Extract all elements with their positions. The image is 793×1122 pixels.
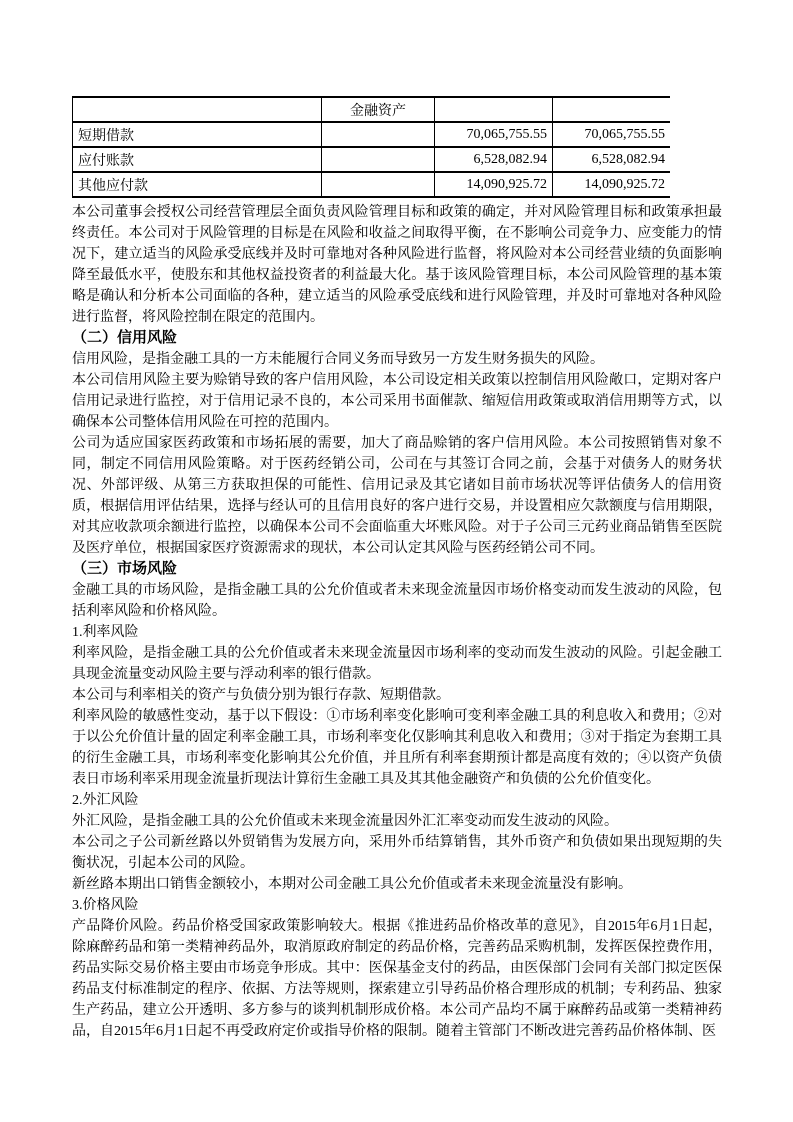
credit-risk-policy-paragraph: 本公司信用风险主要为赊销导致的客户信用风险，本公司设定相关政策以控制信用风险敞口，定期对客户信用记录进行监控，对于信用记录不良的，本公司采用书面催款、缩短信用政策或取消信用期等方式，以确保本公司整体信用风险在可控的范围内。 [72, 373, 722, 430]
interest-rate-risk-definition-paragraph: 利率风险，是指金融工具的公允价值或者未来现金流量因市场利率的变动而发生波动的风险。引起金融工具现金流量变动风险主要与浮动利率的银行借款。 [72, 646, 722, 682]
table-row-other-payables [73, 172, 671, 197]
interest-rate-assets-liabilities-paragraph: 本公司与利率相关的资产与负债分别为银行存款、短期借款。 [72, 688, 450, 703]
header-cell-financial-assets: 金融资产 [322, 97, 435, 122]
foreign-exchange-risk-subheading: 2.外汇风险 [72, 793, 139, 808]
foreign-exchange-impact-paragraph: 新丝路本期出口销售金额较小，本期对公司金融工具公允价值或者未来现金流量没有影响。 [72, 877, 632, 892]
market-risk-section-heading: （三）市场风险 [72, 561, 178, 577]
credit-risk-section-heading: （二）信用风险 [72, 330, 178, 346]
interest-rate-sensitivity-paragraph: 利率风险的敏感性变动，基于以下假设：①市场利率变化影响可变利率金融工具的利息收入和费用；②对于以公允价值计量的固定利率金融工具，市场利率变化仅影响其利息收入和费用；③对于指定为套期工具的衍生金融工具，市场利率变化影响其公允价值，并且所有利率套期预计都是高度有效的；④以资产负债表日市场利率采用现金流量折现法计算衍生金融工具及其其他金融资产和负债的公允价值变化。 [72, 709, 722, 787]
amount-cell: 6,528,082.94 [435, 147, 553, 172]
price-risk-subheading: 3.价格风险 [72, 898, 139, 913]
header-cell-blank [553, 97, 671, 122]
price-risk-paragraph: 产品降价风险。药品价格受国家政策影响较大。根据《推进药品价格改革的意见》，自2015年6月1日起，除麻醉药品和第一类精神药品外，取消原政府制定的药品价格，完善药品采购机制，发挥医保控费作用，药品实际交易价格主要由市场竞争形成。其中：医保基金支付的药品，由医保部门会同有关部门拟定医保药品支付标准制定的程序、依据、方法等规则，探索建立引导药品价格合理形成的机制；专利药品、独家生产药品，建立公开透明、多方参与的谈判机制形成价格。本公司产品均不属于麻醉药品或第一类精神药品，自2015年6月1日起不再受政府定价或指导价格的限制。随着主管部门不断改进完善药品价格体制、医 [72, 919, 722, 1039]
row-label-cell: 短期借款 [73, 122, 322, 147]
market-risk-definition-paragraph: 金融工具的市场风险，是指金融工具的公允价值或者未来现金流量因市场价格变动而发生波动的风险，包括利率风险和价格风险。 [72, 583, 722, 619]
table-row-accounts-payable [73, 147, 671, 172]
table-header-row [73, 97, 671, 122]
empty-cell [322, 147, 435, 172]
amount-cell: 14,090,925.72 [435, 172, 553, 197]
amount-cell: 70,065,755.55 [435, 122, 553, 147]
amount-cell: 6,528,082.94 [553, 147, 671, 172]
financial-instruments-table [72, 96, 670, 198]
amount-cell: 14,090,925.72 [553, 172, 671, 197]
interest-rate-risk-subheading: 1.利率风险 [72, 625, 139, 640]
foreign-exchange-subsidiary-paragraph: 本公司之子公司新丝路以外贸销售为发展方向，采用外币结算销售，其外币资产和负债如果出现短期的失衡状况，引起本公司的风险。 [72, 835, 722, 871]
risk-management-overview-paragraph: 本公司董事会授权公司经营管理层全面负责风险管理目标和政策的确定，并对风险管理目标和政策承担最终责任。本公司对于风险管理的目标是在风险和收益之间取得平衡，在不影响公司竞争力、应变能力的情况下，建立适当的风险承受底线并及时可靠地对各种风险进行监督，将风险对本公司经营业绩的负面影响降至最低水平，使股东和其他权益投资者的利益最大化。基于该风险管理目标，本公司风险管理的基本策略是确认和分析本公司面临的各种，建立适当的风险承受底线和进行风险管理，并及时可靠地对各种风险进行监督，将风险控制在限定的范围内。 [72, 205, 722, 325]
header-cell-blank [435, 97, 553, 122]
credit-risk-definition-paragraph: 信用风险，是指金融工具的一方未能履行合同义务而导致另一方发生财务损失的风险。 [72, 352, 604, 367]
header-cell-blank [73, 97, 322, 122]
credit-risk-strategy-paragraph: 公司为适应国家医药政策和市场拓展的需要，加大了商品赊销的客户信用风险。本公司按照销售对象不同，制定不同信用风险策略。对于医药经销公司，公司在与其签订合同之前，会基于对债务人的财务状况、外部评级、从第三方获取担保的可能性、信用记录及其它诸如目前市场状况等评估债务人的信用资质，根据信用评估结果，选择与经认可的且信用良好的客户进行交易，并设置相应欠款额度与信用期限，对其应收款项余额进行监控，以确保本公司不会面临重大坏账风险。对于子公司三元药业商品销售至医院及医疗单位，根据国家医疗资源需求的现状，本公司认定其风险与医药经销公司不同。 [72, 436, 722, 556]
empty-cell [322, 122, 435, 147]
foreign-exchange-risk-definition-paragraph: 外汇风险，是指金融工具的公允价值或未来现金流量因外汇汇率变动而发生波动的风险。 [72, 814, 618, 829]
document-body [72, 96, 722, 1042]
row-label-cell: 应付账款 [73, 147, 322, 172]
empty-cell [322, 172, 435, 197]
amount-cell: 70,065,755.55 [553, 122, 671, 147]
table-row-short-term-loans [73, 122, 671, 147]
row-label-cell: 其他应付款 [73, 172, 322, 197]
